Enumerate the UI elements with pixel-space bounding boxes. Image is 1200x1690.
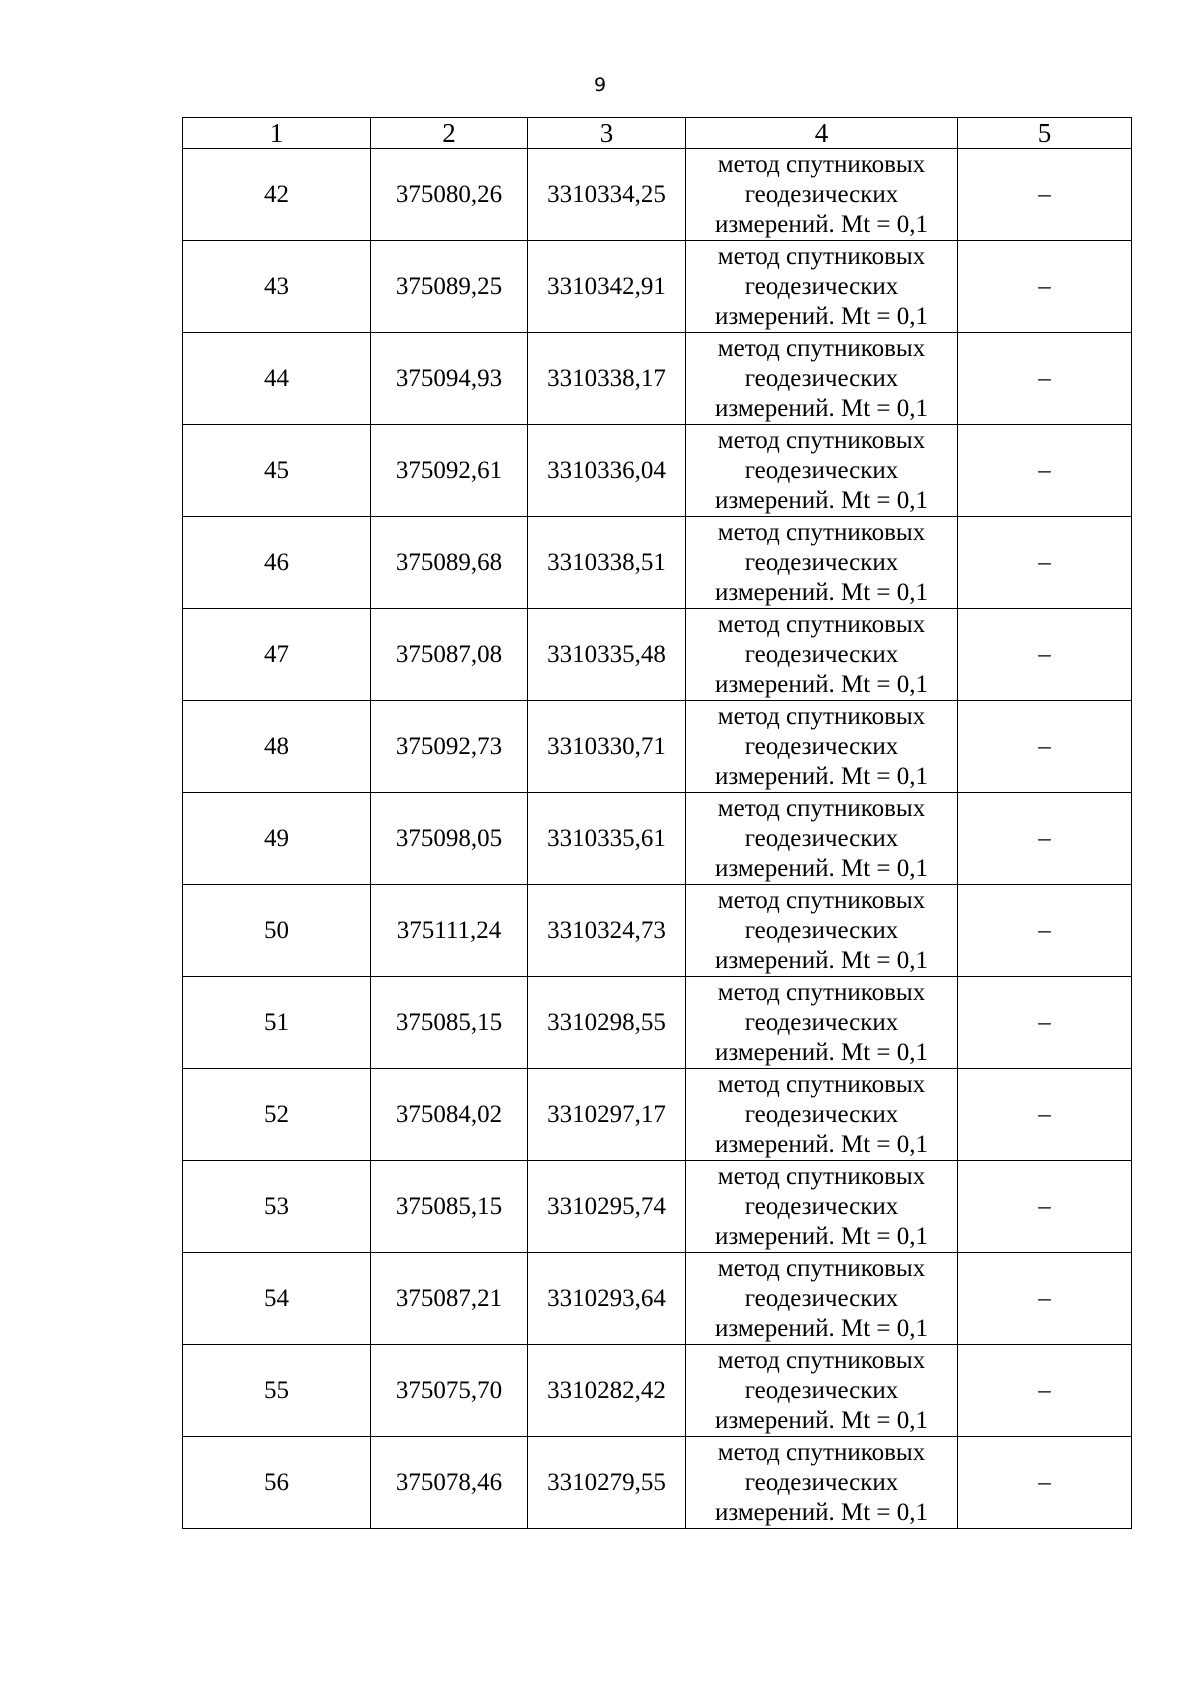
note-cell: – bbox=[958, 977, 1132, 1069]
method-line: метод спутниковых bbox=[717, 794, 926, 822]
y-coordinate-cell: 3310330,71 bbox=[528, 701, 686, 793]
x-coordinate-cell: 375087,08 bbox=[371, 609, 528, 701]
method-line: измерений. Mt = 0,1 bbox=[714, 1314, 929, 1342]
y-coordinate-cell: 3310295,74 bbox=[528, 1161, 686, 1253]
method-line: геодезических bbox=[744, 824, 899, 852]
note-cell: – bbox=[958, 149, 1132, 241]
method-line: измерений. Mt = 0,1 bbox=[714, 1406, 929, 1434]
x-coordinate-cell: 375089,68 bbox=[371, 517, 528, 609]
column-header: 3 bbox=[528, 118, 686, 149]
y-coordinate-cell: 3310336,04 bbox=[528, 425, 686, 517]
method-line: измерений. Mt = 0,1 bbox=[714, 394, 929, 422]
method-line: геодезических bbox=[744, 364, 899, 392]
point-number-cell: 47 bbox=[183, 609, 371, 701]
method-line: геодезических bbox=[744, 1100, 899, 1128]
method-cell bbox=[686, 1253, 958, 1345]
method-line: метод спутниковых bbox=[717, 518, 926, 546]
x-coordinate-cell: 375087,21 bbox=[371, 1253, 528, 1345]
method-line: измерений. Mt = 0,1 bbox=[714, 946, 929, 974]
x-coordinate-cell: 375084,02 bbox=[371, 1069, 528, 1161]
method-line: метод спутниковых bbox=[717, 150, 926, 178]
x-coordinate-cell: 375080,26 bbox=[371, 149, 528, 241]
point-number-cell: 51 bbox=[183, 977, 371, 1069]
x-coordinate-cell: 375078,46 bbox=[371, 1437, 528, 1529]
x-coordinate-cell: 375092,61 bbox=[371, 425, 528, 517]
x-coordinate-cell: 375111,24 bbox=[371, 885, 528, 977]
note-cell: – bbox=[958, 1437, 1132, 1529]
table-row bbox=[183, 333, 1132, 425]
table-row bbox=[183, 149, 1132, 241]
method-line: метод спутниковых bbox=[717, 1438, 926, 1466]
point-number-cell: 49 bbox=[183, 793, 371, 885]
table-header-row bbox=[183, 118, 1132, 149]
method-line: геодезических bbox=[744, 916, 899, 944]
note-cell: – bbox=[958, 1345, 1132, 1437]
table-row bbox=[183, 425, 1132, 517]
point-number-cell: 45 bbox=[183, 425, 371, 517]
method-line: метод спутниковых bbox=[717, 886, 926, 914]
method-line: метод спутниковых bbox=[717, 1254, 926, 1282]
method-cell bbox=[686, 885, 958, 977]
point-number-cell: 54 bbox=[183, 1253, 371, 1345]
method-line: измерений. Mt = 0,1 bbox=[714, 1038, 929, 1066]
method-line: геодезических bbox=[744, 1376, 899, 1404]
y-coordinate-cell: 3310335,61 bbox=[528, 793, 686, 885]
y-coordinate-cell: 3310282,42 bbox=[528, 1345, 686, 1437]
method-line: измерений. Mt = 0,1 bbox=[714, 854, 929, 882]
method-line: метод спутниковых bbox=[717, 334, 926, 362]
note-cell: – bbox=[958, 241, 1132, 333]
table-row bbox=[183, 517, 1132, 609]
method-line: геодезических bbox=[744, 456, 899, 484]
method-line: метод спутниковых bbox=[717, 702, 926, 730]
column-header: 5 bbox=[958, 118, 1132, 149]
method-line: измерений. Mt = 0,1 bbox=[714, 578, 929, 606]
method-line: геодезических bbox=[744, 180, 899, 208]
method-line: измерений. Mt = 0,1 bbox=[714, 670, 929, 698]
table-row bbox=[183, 793, 1132, 885]
method-line: метод спутниковых bbox=[717, 610, 926, 638]
x-coordinate-cell: 375085,15 bbox=[371, 1161, 528, 1253]
method-cell bbox=[686, 701, 958, 793]
table-row bbox=[183, 1069, 1132, 1161]
table-row bbox=[183, 701, 1132, 793]
y-coordinate-cell: 3310342,91 bbox=[528, 241, 686, 333]
method-line: геодезических bbox=[744, 732, 899, 760]
y-coordinate-cell: 3310335,48 bbox=[528, 609, 686, 701]
y-coordinate-cell: 3310324,73 bbox=[528, 885, 686, 977]
point-number-cell: 53 bbox=[183, 1161, 371, 1253]
column-header: 1 bbox=[183, 118, 371, 149]
method-line: метод спутниковых bbox=[717, 242, 926, 270]
method-cell bbox=[686, 1069, 958, 1161]
method-cell bbox=[686, 517, 958, 609]
method-line: измерений. Mt = 0,1 bbox=[714, 486, 929, 514]
x-coordinate-cell: 375089,25 bbox=[371, 241, 528, 333]
y-coordinate-cell: 3310279,55 bbox=[528, 1437, 686, 1529]
method-cell bbox=[686, 609, 958, 701]
method-line: метод спутниковых bbox=[717, 1346, 926, 1374]
y-coordinate-cell: 3310334,25 bbox=[528, 149, 686, 241]
method-line: измерений. Mt = 0,1 bbox=[714, 1498, 929, 1526]
x-coordinate-cell: 375092,73 bbox=[371, 701, 528, 793]
method-line: геодезических bbox=[744, 1468, 899, 1496]
method-line: метод спутниковых bbox=[717, 978, 926, 1006]
point-number-cell: 43 bbox=[183, 241, 371, 333]
column-header: 2 bbox=[371, 118, 528, 149]
table-row bbox=[183, 1345, 1132, 1437]
note-cell: – bbox=[958, 1069, 1132, 1161]
y-coordinate-cell: 3310298,55 bbox=[528, 977, 686, 1069]
method-line: геодезических bbox=[744, 640, 899, 668]
method-cell bbox=[686, 241, 958, 333]
point-number-cell: 52 bbox=[183, 1069, 371, 1161]
method-line: измерений. Mt = 0,1 bbox=[714, 210, 929, 238]
method-line: геодезических bbox=[744, 272, 899, 300]
method-cell bbox=[686, 1437, 958, 1529]
table-row bbox=[183, 977, 1132, 1069]
point-number-cell: 50 bbox=[183, 885, 371, 977]
y-coordinate-cell: 3310338,17 bbox=[528, 333, 686, 425]
point-number-cell: 42 bbox=[183, 149, 371, 241]
method-cell bbox=[686, 793, 958, 885]
method-line: геодезических bbox=[744, 1008, 899, 1036]
note-cell: – bbox=[958, 1161, 1132, 1253]
method-cell bbox=[686, 149, 958, 241]
method-cell bbox=[686, 1161, 958, 1253]
note-cell: – bbox=[958, 1253, 1132, 1345]
method-line: измерений. Mt = 0,1 bbox=[714, 302, 929, 330]
note-cell: – bbox=[958, 885, 1132, 977]
method-line: метод спутниковых bbox=[717, 1162, 926, 1190]
y-coordinate-cell: 3310338,51 bbox=[528, 517, 686, 609]
x-coordinate-cell: 375075,70 bbox=[371, 1345, 528, 1437]
x-coordinate-cell: 375085,15 bbox=[371, 977, 528, 1069]
method-line: измерений. Mt = 0,1 bbox=[714, 1222, 929, 1250]
note-cell: – bbox=[958, 793, 1132, 885]
method-cell bbox=[686, 1345, 958, 1437]
method-line: геодезических bbox=[744, 548, 899, 576]
table-row bbox=[183, 1161, 1132, 1253]
note-cell: – bbox=[958, 701, 1132, 793]
page-number: 9 bbox=[593, 74, 607, 96]
table-body bbox=[183, 149, 1132, 1529]
method-line: геодезических bbox=[744, 1284, 899, 1312]
coordinates-table bbox=[182, 117, 1132, 1529]
y-coordinate-cell: 3310297,17 bbox=[528, 1069, 686, 1161]
point-number-cell: 56 bbox=[183, 1437, 371, 1529]
table-row bbox=[183, 885, 1132, 977]
method-cell bbox=[686, 425, 958, 517]
point-number-cell: 55 bbox=[183, 1345, 371, 1437]
note-cell: – bbox=[958, 517, 1132, 609]
method-line: измерений. Mt = 0,1 bbox=[714, 762, 929, 790]
y-coordinate-cell: 3310293,64 bbox=[528, 1253, 686, 1345]
table-row bbox=[183, 241, 1132, 333]
table-row bbox=[183, 1437, 1132, 1529]
note-cell: – bbox=[958, 333, 1132, 425]
method-cell bbox=[686, 977, 958, 1069]
point-number-cell: 48 bbox=[183, 701, 371, 793]
method-line: геодезических bbox=[744, 1192, 899, 1220]
method-line: метод спутниковых bbox=[717, 426, 926, 454]
point-number-cell: 44 bbox=[183, 333, 371, 425]
point-number-cell: 46 bbox=[183, 517, 371, 609]
method-line: измерений. Mt = 0,1 bbox=[714, 1130, 929, 1158]
column-header: 4 bbox=[686, 118, 958, 149]
x-coordinate-cell: 375094,93 bbox=[371, 333, 528, 425]
table-row bbox=[183, 609, 1132, 701]
note-cell: – bbox=[958, 425, 1132, 517]
method-cell bbox=[686, 333, 958, 425]
note-cell: – bbox=[958, 609, 1132, 701]
method-line: метод спутниковых bbox=[717, 1070, 926, 1098]
x-coordinate-cell: 375098,05 bbox=[371, 793, 528, 885]
table-row bbox=[183, 1253, 1132, 1345]
